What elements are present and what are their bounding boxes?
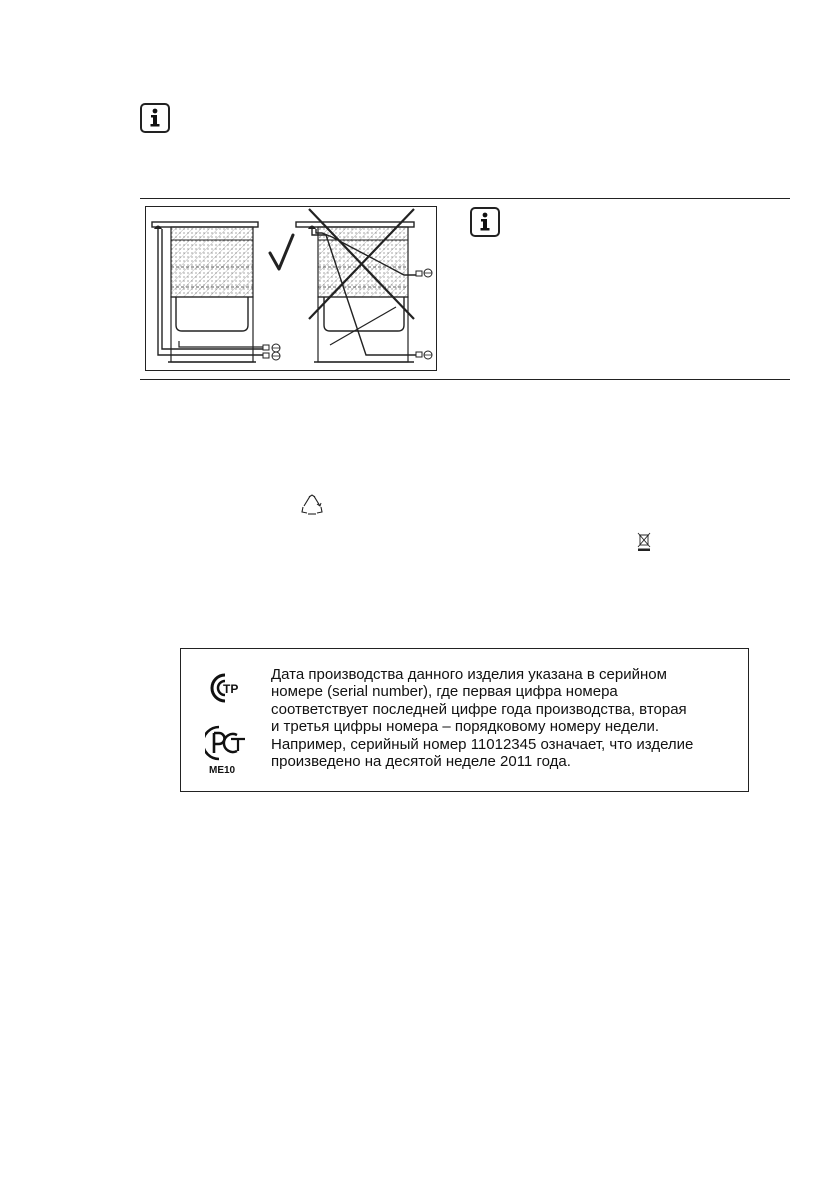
- notice-line: Например, серийный номер 11012345 означает, что изделие: [271, 735, 694, 753]
- certification-notice: [180, 648, 749, 792]
- notice-text: [271, 666, 741, 770]
- mark-code: ME10: [209, 765, 236, 776]
- correct-installation: [152, 222, 293, 362]
- notice-line: произведено на десятой неделе 2011 года.: [271, 753, 571, 771]
- section-bottom-rule: [140, 379, 790, 380]
- notice-line: Дата производства данного изделия указана в серийном: [271, 666, 667, 683]
- incorrect-installation: [296, 209, 432, 362]
- eac-tr-mark-icon: [203, 671, 243, 705]
- svg-text:ТР: ТР: [223, 682, 239, 696]
- info-icon: [140, 103, 170, 133]
- check-icon: [270, 235, 293, 269]
- notice-line: соответствует последней цифре года производства, вторая: [271, 700, 687, 718]
- info-icon: [470, 207, 500, 237]
- section-top-rule: [140, 198, 790, 199]
- rst-mark-icon: [205, 725, 247, 761]
- recycle-icon: [300, 494, 324, 516]
- crossed-bin-icon: [637, 532, 651, 552]
- installation-diagram: [145, 206, 437, 371]
- notice-line: номере (serial number), где первая цифра номера: [271, 683, 618, 701]
- notice-line: и третья цифры номера – порядковому номеру недели.: [271, 718, 660, 736]
- installation-diagram-drawing: [146, 207, 436, 370]
